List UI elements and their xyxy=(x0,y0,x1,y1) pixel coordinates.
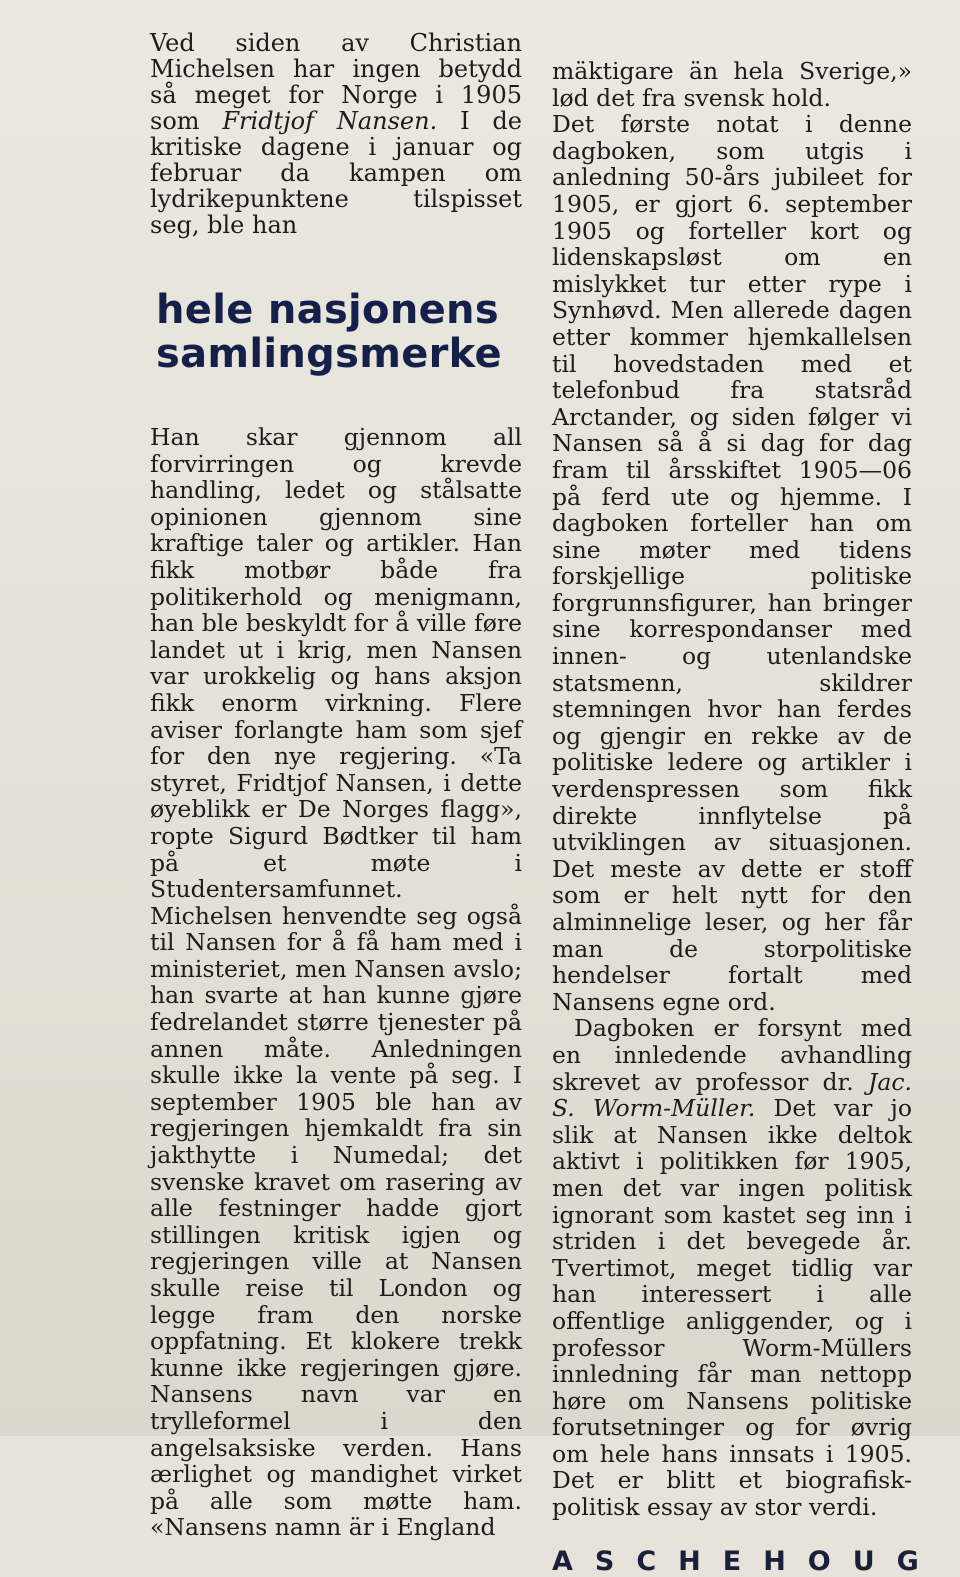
right-paragraph-2: Det første notat i denne dagboken, som utgis i anledning 50-års jubileet for 1905, er gjort 6. september 1905 og forteller kort og lidenskapsløst om en mislykket tur etter rype i Synhøvd. Men allerede dagen etter kommer hjemkallelsen til hovedstaden med et telefonbud fra statsråd Arctander, og siden følger vi Nansen så å si dag for dag fram til årsskiftet 1905—06 på ferd ute og hjemme. I dagboken forteller han om sine møter med tidens forskjellige politiske forgrunnsfigurer, han bringer sine korrespondanser med innen- og utenlandske statsmenn, skildrer stemningen hvor han ferdes og gjengir en rekke av de politiske ledere og artikler i verdenspressen som fikk direkte innflytelse på utviklingen av situasjonen. Det meste av dette er stoff som er helt nytt for den alminnelige leser, og her får man de storpolitiske hendelser fortalt med Nansens egne ord. xyxy=(552,110,912,1016)
right-para3-text-start: Dagboken er forsynt med en innledende avhandling skrevet av professor dr. xyxy=(552,1014,912,1096)
intro-paragraph xyxy=(150,30,522,238)
heading-line-1: hele nasjonens xyxy=(156,287,499,333)
intro-text-start: Ved siden av Christian Michelsen har ingen betydd så meget for Norge i 1905 som xyxy=(150,29,522,135)
left-body-paragraph: Han skar gjennom all forvirringen og krevde handling, ledet og stålsatte opinionen gjennom sine kraftige taler og artikler. Han fikk motbør både fra politikerhold og menigmann, han ble beskyldt for å ville føre landet ut i krig, men Nansen var urokkelig og hans aksjon fikk enorm virkning. Flere aviser forlangte ham som sjef for den nye regjering. «Ta styret, Fridtjof Nansen, i dette øyeblikk er De Norges flagg», ropte Sigurd Bødtker til ham på et møte i Studentersamfunnet. Michelsen henvendte seg også til Nansen for å få ham med i ministeriet, men Nansen avslo; han svarte at han kunne gjøre fedrelandet større tjenester på annen måte. Anledningen skulle ikke la vente på seg. I september 1905 ble han av regjeringen hjemkaldt fra sin jakthytte i Numedal; det svenske kravet om rasering av alle festninger hadde gjort stillingen kritisk igjen og regjeringen ville at Nansen skulle reise til London og legge fram den norske oppfatning. Et klokere trekk kunne ikke regjeringen gjøre. Nansens navn var en tryllеformel i den angelsaksiske verden. Hans ærlighet og mandighet virket på alle som møtte ham. «Nansens namn är i England xyxy=(150,423,522,1542)
heading-line-2: samlingsmerke xyxy=(156,331,502,377)
right-column xyxy=(552,57,941,1577)
right-para3-text-end: Det var jo slik at Nansen ikke deltok aktivt i politikken før 1905, men det var ingen politisk ignorant som kastet seg inn i striden i det bevegede år. Tvertimot, meget tidlig var han interessert i alle offentlige anliggender, og i professor Worm-Müllers innledning får man nettopp høre om Nansens politiske forutsetninger og for øvrig om hele hans innsats i 1905. Det er blitt et biografisk-politisk essay av stor verdi. xyxy=(552,1094,912,1522)
author-name-worm-muller: Jac. S. Worm-Müller. xyxy=(552,1067,912,1123)
publisher-name: ASCHEHOUG xyxy=(552,1545,941,1577)
intro-text-end: I de kritiske dagene i januar og februar da kampen om lydrikepunktene tilspisset seg, ble han xyxy=(150,107,522,239)
left-column xyxy=(150,30,522,1541)
right-paragraph-1: mäktigare än hela Sverige,» lød det fra svensk hold. xyxy=(552,57,912,112)
right-paragraph-3 xyxy=(552,1015,912,1520)
section-heading xyxy=(156,288,522,376)
intro-name-nansen: Fridtjof Nansen. xyxy=(222,107,438,135)
